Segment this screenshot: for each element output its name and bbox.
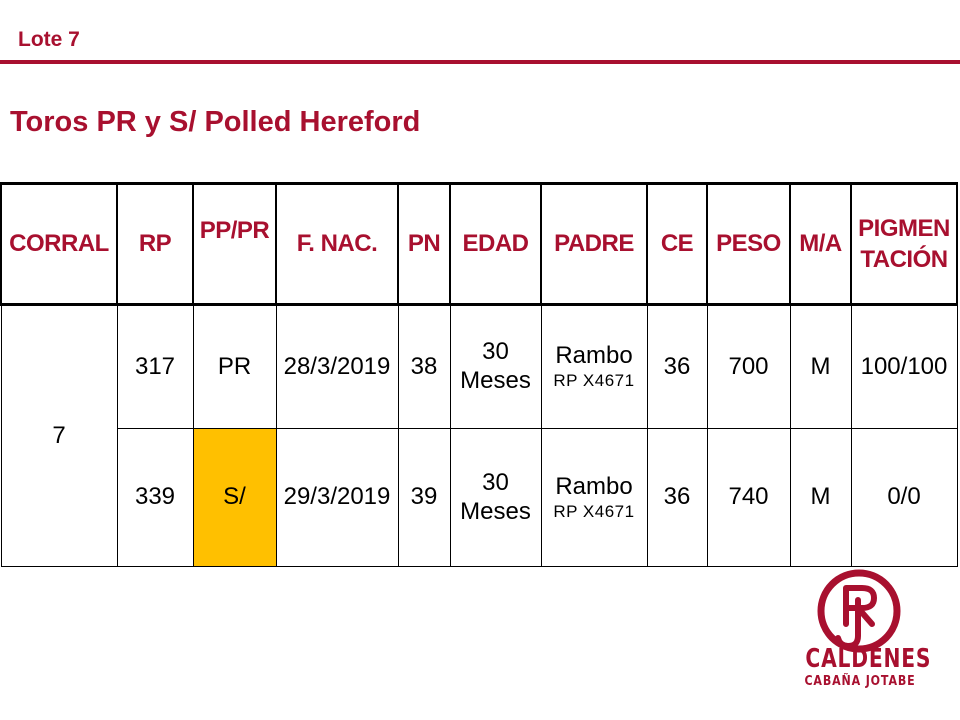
col-header-pigmentacion [851, 184, 957, 305]
edad-number: 30 [482, 468, 509, 496]
col-header-corral: CORRAL [1, 184, 117, 305]
padre-rp: RP X4671 [553, 501, 635, 521]
table-header-row [1, 184, 957, 305]
table-row [1, 305, 957, 429]
pigmentacion-header-line-1: PIGMEN [858, 214, 950, 242]
cell-ce: 36 [647, 429, 707, 567]
edad-number: 30 [482, 338, 509, 366]
cell-rp: 339 [117, 429, 193, 567]
table-row [1, 429, 957, 567]
edad-unit: Meses [460, 367, 531, 394]
cell-edad [450, 305, 541, 429]
cell-pn: 39 [398, 429, 450, 567]
col-header-edad: EDAD [450, 184, 541, 305]
cell-pp-pr-highlighted: S/ [193, 429, 276, 567]
cell-corral: 7 [1, 305, 117, 567]
padre-name: Rambo [555, 342, 633, 370]
col-header-padre: PADRE [541, 184, 647, 305]
cell-pp-pr: PR [193, 305, 276, 429]
cell-f-nac: 29/3/2019 [276, 429, 398, 567]
cell-ce: 36 [647, 305, 707, 429]
brand-subtitle: CABAÑA JOTABE [804, 674, 916, 689]
cell-rp: 317 [117, 305, 193, 429]
cell-peso: 700 [707, 305, 790, 429]
lot-label: Lote 7 [18, 28, 80, 51]
cell-m-a: M [790, 305, 851, 429]
cell-edad [450, 429, 541, 567]
cell-peso: 740 [707, 429, 790, 567]
col-header-f-nac: F. NAC. [276, 184, 398, 305]
lot-table [0, 182, 958, 567]
col-header-pp-pr: PP/PR [193, 184, 276, 305]
pigmentacion-header-line-2: TACIÓN [860, 246, 948, 273]
cell-f-nac: 28/3/2019 [276, 305, 398, 429]
page-title: Toros PR y S/ Polled Hereford [10, 106, 421, 138]
brand-name: CALDENES [805, 644, 932, 674]
col-header-pn: PN [398, 184, 450, 305]
cell-pn: 38 [398, 305, 450, 429]
cell-pigmentacion: 0/0 [851, 429, 957, 567]
padre-rp: RP X4671 [553, 371, 635, 391]
cell-pigmentacion: 100/100 [851, 305, 957, 429]
cell-padre [541, 429, 647, 567]
col-header-m-a: M/A [790, 184, 851, 305]
header-divider [0, 60, 960, 64]
col-header-ce: CE [647, 184, 707, 305]
cell-padre [541, 305, 647, 429]
padre-name: Rambo [555, 472, 633, 500]
edad-unit: Meses [460, 497, 531, 525]
cell-m-a: M [790, 429, 851, 567]
col-header-rp: RP [117, 184, 193, 305]
col-header-peso: PESO [707, 184, 790, 305]
